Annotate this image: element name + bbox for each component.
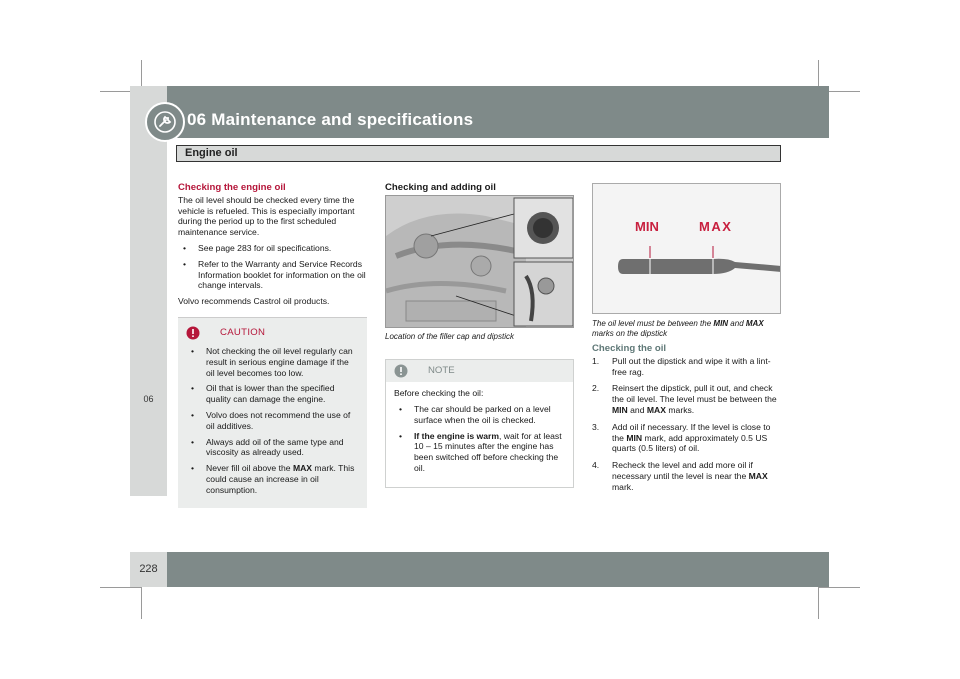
list-item: • Oil that is lower than the specified quality can damage the engine. — [186, 383, 359, 405]
list-item: • The car should be parked on a level surface when the oil is checked. — [394, 404, 565, 426]
list-item — [186, 463, 359, 495]
section-heading: Checking the oil — [592, 343, 667, 354]
crop-mark — [818, 584, 819, 619]
note-label: NOTE — [428, 364, 455, 376]
figure-caption — [592, 319, 781, 338]
dipstick-illustration — [592, 183, 781, 314]
engine-illustration — [385, 195, 574, 328]
text-bold: MAX — [745, 319, 764, 328]
list-item — [592, 383, 781, 415]
text-run: , wait for at least 10 – 15 minutes after the engine has been switched off before checking the oil. — [414, 430, 562, 474]
list-item — [592, 422, 781, 454]
recommend-text: Volvo recommends Castrol oil products. — [178, 296, 330, 307]
text-bold: MIN — [612, 404, 628, 415]
page-number: 228 — [139, 563, 158, 575]
text-run: and — [627, 404, 647, 415]
note-header — [386, 360, 573, 382]
side-strip — [130, 86, 167, 496]
crop-mark — [100, 587, 142, 588]
text-run: and — [728, 319, 746, 328]
list-item — [394, 431, 565, 474]
text-bold: MAX — [646, 404, 666, 415]
text-run: mark. This could cause an increase in oil consumption. — [206, 463, 355, 495]
max-label: MAX — [699, 219, 733, 234]
step-number: 3. — [592, 421, 600, 432]
text-bold: MIN — [626, 432, 643, 443]
text-run: The oil level must be between the — [592, 319, 714, 328]
figure-caption: Location of the filler cap and dipstick — [385, 331, 514, 341]
list-item — [592, 356, 781, 378]
min-label: MIN — [635, 219, 659, 234]
step-number: 2. — [592, 383, 600, 394]
chapter-title: 06 Maintenance and specifications — [187, 110, 474, 129]
text-run: Add oil if necessary. If the level is close to the — [612, 421, 771, 443]
list-item: • Not checking the oil level regularly can result in serious engine damage if the oil level becomes too low. — [186, 346, 359, 378]
section-heading: Checking the engine oil — [178, 182, 286, 193]
text-bold: MAX — [292, 463, 313, 474]
info-icon — [394, 364, 408, 378]
list-item — [592, 460, 781, 492]
column-1 — [178, 183, 367, 508]
text-run: Reinsert the dipstick, pull it out, and check the oil level. The level must be between the — [612, 383, 777, 405]
crop-mark — [818, 587, 860, 588]
text-run: marks. — [666, 404, 695, 415]
text-bold: MIN — [713, 319, 729, 328]
list-item: • Refer to the Warranty and Service Records Information booklet for information on the oil change intervals. — [178, 259, 367, 291]
list-item: • Always add oil of the same type and viscosity as already used. — [186, 437, 359, 459]
text-run: Never fill oil above the — [206, 463, 293, 474]
caution-box — [178, 317, 367, 508]
step-number: 1. — [592, 355, 600, 366]
text-bold: MAX — [748, 470, 768, 481]
chapter-tab: 06 — [143, 394, 154, 404]
text-run: mark, add approximately 0.5 US quarts (0.5 liters) of oil. — [612, 432, 768, 454]
note-box — [385, 359, 574, 488]
step-number: 4. — [592, 460, 600, 471]
caution-label: CAUTION — [220, 326, 266, 338]
note-intro: Before checking the oil: — [394, 388, 484, 399]
section-heading: Checking and adding oil — [385, 182, 496, 193]
column-3 — [592, 183, 781, 499]
footer-bar — [167, 552, 829, 587]
intro-text: The oil level should be checked every time the vehicle is refueled. This is especially important during the period up to the first scheduled maintenance service. — [178, 194, 355, 238]
text-bold: If the engine is warm — [414, 430, 500, 441]
list-item: • Volvo does not recommend the use of oil additives. — [186, 410, 359, 432]
note-body — [386, 382, 573, 487]
caution-header — [186, 326, 359, 340]
column-2 — [385, 183, 574, 488]
list-item: • See page 283 for oil specifications. — [178, 243, 367, 254]
caution-icon — [186, 326, 200, 340]
section-title: Engine oil — [176, 145, 781, 162]
crop-mark — [141, 584, 142, 619]
wrench-icon — [145, 102, 185, 142]
text-run: Pull out the dipstick and wipe it with a lint-free rag. — [612, 355, 771, 377]
text-run: Recheck the level and add more oil if necessary until the level is near the — [612, 460, 753, 481]
text-run: mark. — [612, 481, 634, 492]
text-run: marks on the dipstick — [592, 328, 668, 338]
